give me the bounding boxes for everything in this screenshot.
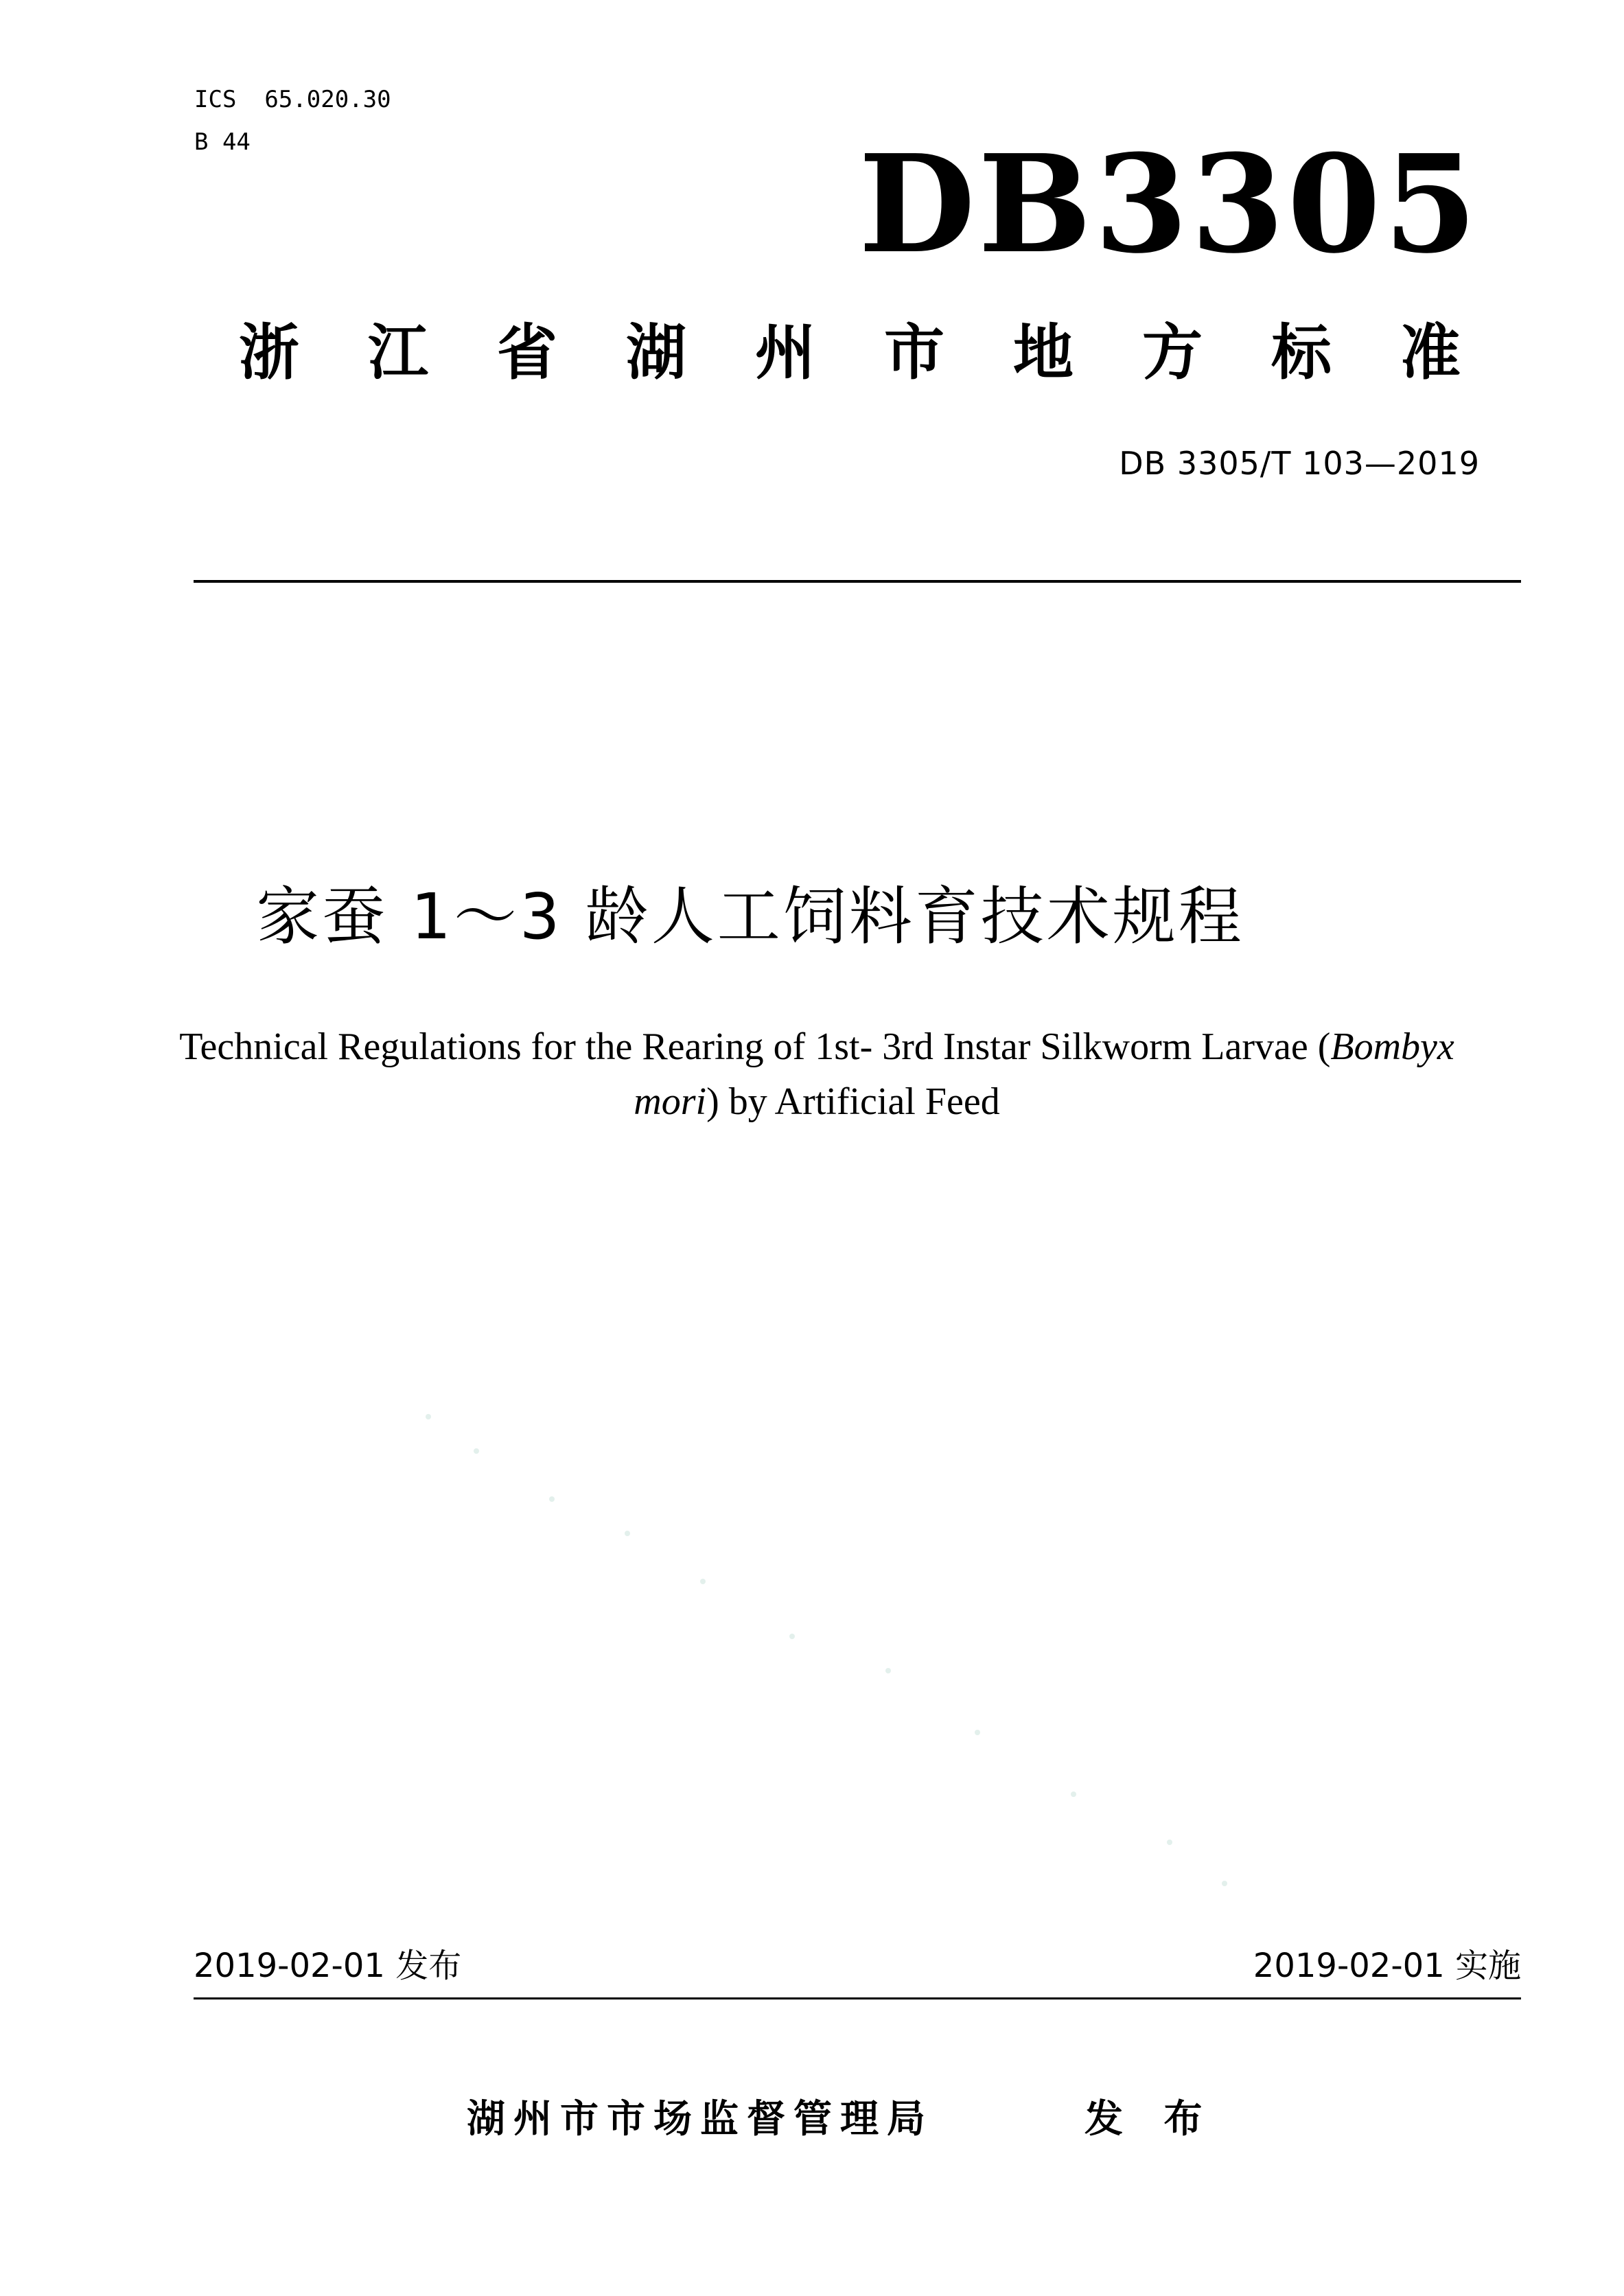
ccs-code: B 44	[194, 128, 251, 156]
bottom-divider	[194, 1997, 1521, 1999]
top-divider	[194, 580, 1521, 583]
title-english-part2: ) by Artificial Feed	[706, 1080, 1000, 1123]
document-number: DB 3305/T 103—2019	[1119, 445, 1480, 482]
title-english-italic-species: mori	[634, 1080, 707, 1123]
standard-type: 浙江省湖州市地方标准	[238, 317, 1529, 388]
issue-date: 2019-02-01 发布	[194, 1947, 462, 1985]
title-chinese: 家蚕 1～3 龄人工饲料育技术规程	[256, 880, 1244, 953]
publisher: 湖州市市场监督管理局	[467, 2097, 933, 2142]
ics-code: ICS 65.020.30	[194, 86, 391, 113]
title-english-italic-genus: Bombyx	[1330, 1025, 1454, 1068]
implementation-date: 2019-02-01 实施	[1253, 1947, 1521, 1985]
publish-label: 发 布	[1084, 2097, 1216, 2142]
standard-code: DB3305	[858, 126, 1480, 283]
title-english-part1: Technical Regulations for the Rearing of 1st- 3rd Instar Silkworm Larvae (	[179, 1025, 1331, 1068]
title-english	[165, 1019, 1469, 1129]
